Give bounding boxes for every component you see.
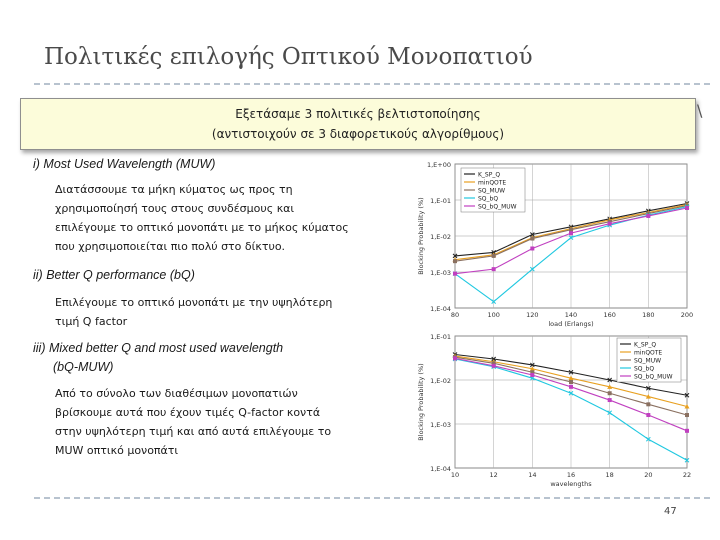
chart-load xyxy=(415,158,695,330)
y-axis-label: Blocking Probability (%) xyxy=(417,197,425,275)
section-3-body xyxy=(55,384,385,460)
data-point xyxy=(569,228,573,232)
section-3-line: βρίσκουμε αυτά που έχουν τιμές Q-factor κοντά xyxy=(55,406,321,419)
legend-label: SQ_MUW xyxy=(478,187,506,195)
x-tick-label: 12 xyxy=(489,471,498,479)
data-point xyxy=(685,429,689,433)
x-tick-label: 22 xyxy=(682,471,692,479)
data-point xyxy=(453,259,457,263)
data-point xyxy=(453,356,457,360)
section-3-heading-cont: (bQ-MUW) xyxy=(53,360,114,374)
legend-label: K_SP_Q xyxy=(478,171,501,179)
data-point xyxy=(530,237,534,241)
top-divider xyxy=(34,83,710,85)
page-number: 47 xyxy=(664,506,677,517)
section-1-line: Διατάσσουμε τα μήκη κύματος ως προς τη xyxy=(55,183,293,196)
x-tick-label: 18 xyxy=(605,471,614,479)
data-point xyxy=(646,402,650,406)
x-tick-label: 80 xyxy=(450,311,460,319)
x-tick-label: 14 xyxy=(528,471,537,479)
data-point xyxy=(685,206,689,210)
legend-label: SQ_bQ_MUW xyxy=(634,373,673,381)
x-tick-label: 10 xyxy=(450,471,460,479)
legend-label: K_SP_Q xyxy=(634,341,657,349)
data-point xyxy=(569,380,573,384)
y-axis-label: Blocking Probability (%) xyxy=(417,363,425,441)
section-3-line: στην υψηλότερη τιμή και από αυτά επιλέγουμε το xyxy=(55,425,332,438)
callout-line-1: Εξετάσαμε 3 πολιτικές βελτιστοποίησης xyxy=(235,107,481,121)
data-point xyxy=(453,272,457,276)
legend-label: SQ_MUW xyxy=(634,357,662,365)
legend-label: minQOTE xyxy=(634,349,663,357)
slide-title: Πολιτικές επιλογής Οπτικού Μονοπατιού xyxy=(44,44,533,70)
data-point xyxy=(608,398,612,402)
section-3-line: Από το σύνολο των διαθέσιμων μονοπατιών xyxy=(55,387,298,400)
section-1-line: επιλέγουμε το οπτικό μονοπάτι με το μήκος κύματος xyxy=(55,221,349,234)
x-tick-label: 160 xyxy=(603,311,616,319)
y-tick-label: 1,E-01 xyxy=(430,333,451,341)
section-2-heading: ii) Better Q performance (bQ) xyxy=(33,268,195,282)
x-axis-label: wavelengths xyxy=(550,480,592,488)
data-point xyxy=(492,267,496,271)
y-tick-label: 1,E-01 xyxy=(430,197,451,205)
data-point xyxy=(608,222,612,226)
x-tick-label: 140 xyxy=(564,311,578,319)
x-tick-label: 200 xyxy=(680,311,694,319)
section-2-body xyxy=(55,293,385,331)
section-3-heading: iii) Mixed better Q and most used wavelength xyxy=(33,341,284,355)
x-tick-label: 180 xyxy=(642,311,655,319)
section-2-line: Επιλέγουμε το οπτικό μονοπάτι με την υψηλότερη xyxy=(55,296,333,309)
y-tick-label: 1,E-02 xyxy=(430,233,451,241)
x-tick-label: 120 xyxy=(526,311,539,319)
data-point xyxy=(569,231,573,235)
legend-label: SQ_bQ_MUW xyxy=(478,203,517,211)
section-1-line: χρησιμοποίησή τους στους συνδέσμους και xyxy=(55,202,295,215)
y-tick-label: 1,E-03 xyxy=(430,421,451,429)
summary-callout xyxy=(20,98,696,150)
bottom-divider xyxy=(34,497,710,499)
data-point xyxy=(492,254,496,258)
data-point xyxy=(492,364,496,368)
data-point xyxy=(646,214,650,218)
section-1-heading: i) Most Used Wavelength (MUW) xyxy=(33,157,216,171)
section-3-line: MUW οπτικό μονοπάτι xyxy=(55,444,179,457)
data-point xyxy=(530,246,534,250)
section-1-body xyxy=(55,180,385,256)
y-tick-label: 1,E-04 xyxy=(430,465,451,473)
y-tick-label: 1,E+00 xyxy=(426,161,451,169)
section-1-line: που χρησιμοποιείται πιο πολύ στο δίκτυο. xyxy=(55,240,286,253)
chart-load-svg xyxy=(415,158,695,330)
legend-label: minQOTE xyxy=(478,179,507,187)
data-point xyxy=(685,413,689,417)
callout-line-2: (αντιστοιχούν σε 3 διαφορετικούς αλγορίθμους) xyxy=(211,127,505,141)
legend-label: SQ_bQ xyxy=(634,365,655,373)
y-tick-label: 1,E-03 xyxy=(430,269,451,277)
data-point xyxy=(608,391,612,395)
chart-wavelengths-svg xyxy=(415,330,695,492)
corner-mark: \ xyxy=(697,101,703,120)
y-tick-label: 1,E-04 xyxy=(430,305,451,313)
x-tick-label: 100 xyxy=(487,311,500,319)
y-tick-label: 1,E-02 xyxy=(430,377,451,385)
data-point xyxy=(530,373,534,377)
x-tick-label: 20 xyxy=(644,471,653,479)
x-axis-label: load (Erlangs) xyxy=(548,320,594,328)
chart-wavelengths xyxy=(415,330,695,492)
legend-label: SQ_bQ xyxy=(478,195,499,203)
data-point xyxy=(646,413,650,417)
data-point xyxy=(569,385,573,389)
section-2-line: τιμή Q factor xyxy=(55,315,128,328)
x-tick-label: 16 xyxy=(566,471,576,479)
